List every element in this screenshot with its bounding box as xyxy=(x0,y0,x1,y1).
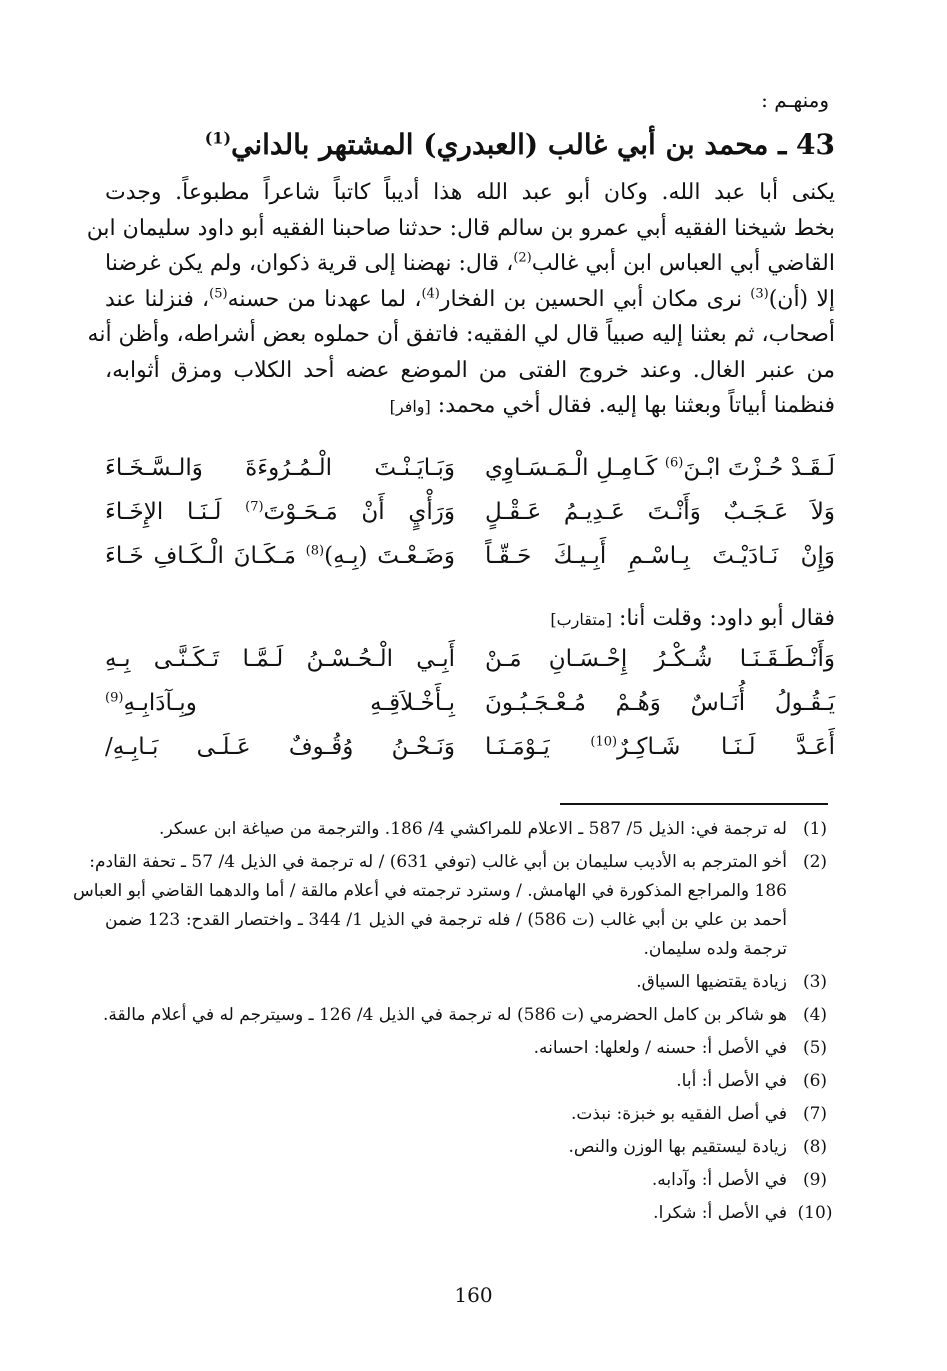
footnote-number: (7) xyxy=(802,1104,828,1124)
meter-label: [وافر] xyxy=(389,397,431,416)
first-hemistich: يَـقُـولُ أُنَـاسٌ وَهُـمْ مُـعْـجَـبُـونَ xyxy=(485,690,835,716)
footnote-number: (10) xyxy=(797,1203,833,1223)
body-line: يكنى أبا عبد الله. وكان أبو عبد الله هذا أديباً كاتباً شاعراً مطبوعاً. وجدت xyxy=(105,180,835,205)
footnote-number: (4) xyxy=(802,1005,828,1025)
first-hemistich: أَعَـدَّ لَـنَـا شَـاكِـرٌ$^{(10)}$ يَـوْمَـنَـا xyxy=(485,734,835,760)
footnote: (7) في أصل الفقيه بو خبزة: نبذت. xyxy=(105,1100,835,1129)
entry-heading xyxy=(115,128,835,161)
footnote-number: (6) xyxy=(802,1071,828,1091)
second-hemistich: وَبَـايَـنْـتَ الْـمُـرُوءَةَ وَالـسَّـخَـاءَ xyxy=(105,455,455,481)
footnote-number: (3) xyxy=(802,972,828,992)
poem-mutaqarib xyxy=(105,646,835,778)
footnote: (9) في الأصل أ: وآدابه. xyxy=(105,1166,835,1195)
poem-wafir xyxy=(105,455,835,587)
verse xyxy=(105,499,835,543)
second-hemistich: وَضَـعْـتَ (بِـهِ)$^{(8)}$ مَـكَـانَ الْـكَـافِ خَـاءَ xyxy=(105,543,455,569)
first-hemistich: وَأَنْـطَـقَـنَـا شُـكْـرُ إِحْـسَـانِ مَـنْ xyxy=(485,646,835,672)
footnote-separator xyxy=(560,803,828,805)
footnote: (4) هو شاكر بن كامل الحضرمي (ت 586) له ترجمة في الذيل 4/ 126 ـ وسيترجم له في أعلام مالقة. xyxy=(105,1001,835,1030)
verse xyxy=(105,543,835,587)
body-paragraph xyxy=(86,175,836,424)
footnote: (1) له ترجمة في: الذيل 5/ 587 ـ الاعلام للمراكشي 4/ 186. والترجمة من صياغة ابن عسكر. xyxy=(105,815,835,844)
footnote-number: (5) xyxy=(802,1038,828,1058)
footnote-number: (9) xyxy=(802,1170,828,1190)
first-hemistich: لَـقَـدْ حُـزْتَ ابْـنَ$^{(6)}$ كَـامِـلِ الْـمَـسَـاوِي xyxy=(485,455,835,481)
second-hemistich: وَرَأْيٍ أَنْ مَـحَـوْتَ$^{(7)}$ لَـنَـا الإِخَـاءَ xyxy=(105,499,455,525)
body-line: بخط شيخنا الفقيه أبي عمرو بن سالم قال: حدثنا صاحبنا الفقيه أبو داود سليمان ابن xyxy=(86,215,835,241)
second-hemistich: بِـأَخْـلاَقِـهِ وبِـآدَابِـهِ$^{(9)}$ xyxy=(105,690,455,716)
body-line: إلا (أن)$^{(3)}$ نرى مكان أبي الحسين بن الفخار$^{(4)}$، لما عهدنا من حسنه$^{(5)}$، فنزلنا عند xyxy=(105,286,835,312)
footnote-number: (8) xyxy=(802,1137,828,1157)
poem-intro-line: فقال أبو داود: وقلت أنا: [متقارب] xyxy=(550,606,835,631)
second-hemistich: أَبِـي الْـحُـسْـنُ لَـمَّـا تَـكَـنَّـى بِـهِ xyxy=(105,646,455,672)
second-hemistich: وَنَـحْـنُ وُقُـوفٌ عَـلَـى بَـابِـهِ/ xyxy=(105,734,455,760)
footnotes xyxy=(73,815,835,1232)
body-line: فنظمنا أبياتاً وبعثنا بها إليه. فقال أخي محمد: [وافر] xyxy=(389,393,835,418)
footnote-ref: (3) xyxy=(750,286,769,302)
footnote-ref: (2) xyxy=(513,250,532,266)
footnote: (8) زيادة ليستقيم بها الوزن والنص. xyxy=(105,1133,835,1162)
footnote-number: (2) xyxy=(802,852,828,872)
footnote: (3) زيادة يقتضيها السياق. xyxy=(105,968,835,997)
first-hemistich: وَإِنْ نَـادَيْـتَ بِـاسْـمِ أَبِـيـكَ حَـقّـاً xyxy=(485,543,835,569)
footnote: (6) في الأصل أ: أبا. xyxy=(105,1067,835,1096)
section-intro: ومنهـم : xyxy=(761,88,829,112)
verse xyxy=(105,646,835,690)
footnote-ref: (1) xyxy=(204,128,232,148)
footnote-ref: (5) xyxy=(209,286,228,302)
footnote: (10) في الأصل أ: شكرا. xyxy=(105,1199,835,1228)
footnote: (2) أخو المترجم به الأديب سليمان بن أبي غالب (توفي 631) / له ترجمة في الذيل 4/ 57 ـ تحفة القادم: 186 والمراجع المذكورة في الهامش. / وسترد ترجمته في أعلام مالقة / أما والدهما القاضي أبو العباس أحمد بن علي بن أبي غالب (ت 586) / فله ترجمة في الذيل 1/ 344 ـ واختصار القدح: 123 ضمن ترجمة ولده سليمان. xyxy=(105,848,835,964)
footnote: (5) في الأصل أ: حسنه / ولعلها: احسانه. xyxy=(105,1034,835,1063)
verse xyxy=(105,455,835,499)
footnote-ref: (4) xyxy=(421,286,440,302)
body-line: أصحاب، ثم بعثنا إليه صبياً قال لي الفقيه: فاتفق أن حملوه بعض أشراطه، وأظن أنه xyxy=(87,322,835,347)
first-hemistich: وَلاَ عَـجَـبٌ وَأَنْـتَ عَـدِيـمُ عَـقْـلٍ xyxy=(485,499,835,525)
verse xyxy=(105,734,835,778)
entry-title: 43 ـ محمد بن أبي غالب (العبدري) المشتهر بالداني xyxy=(231,128,835,161)
body-line: من عنبر الغال. وعند خروج الفتى من الموضع عضه أحد الكلاب ومزق أثوابه، xyxy=(105,357,835,383)
page-number: 160 xyxy=(454,1283,493,1307)
meter-label: [متقارب] xyxy=(550,610,612,629)
verse xyxy=(105,690,835,734)
body-line: القاضي أبي العباس ابن أبي غالب$^{(2)}$، قال: نهضنا إلى قرية ذكوان، ولم يكن غرضنا xyxy=(105,250,836,276)
footnote-number: (1) xyxy=(802,819,828,839)
